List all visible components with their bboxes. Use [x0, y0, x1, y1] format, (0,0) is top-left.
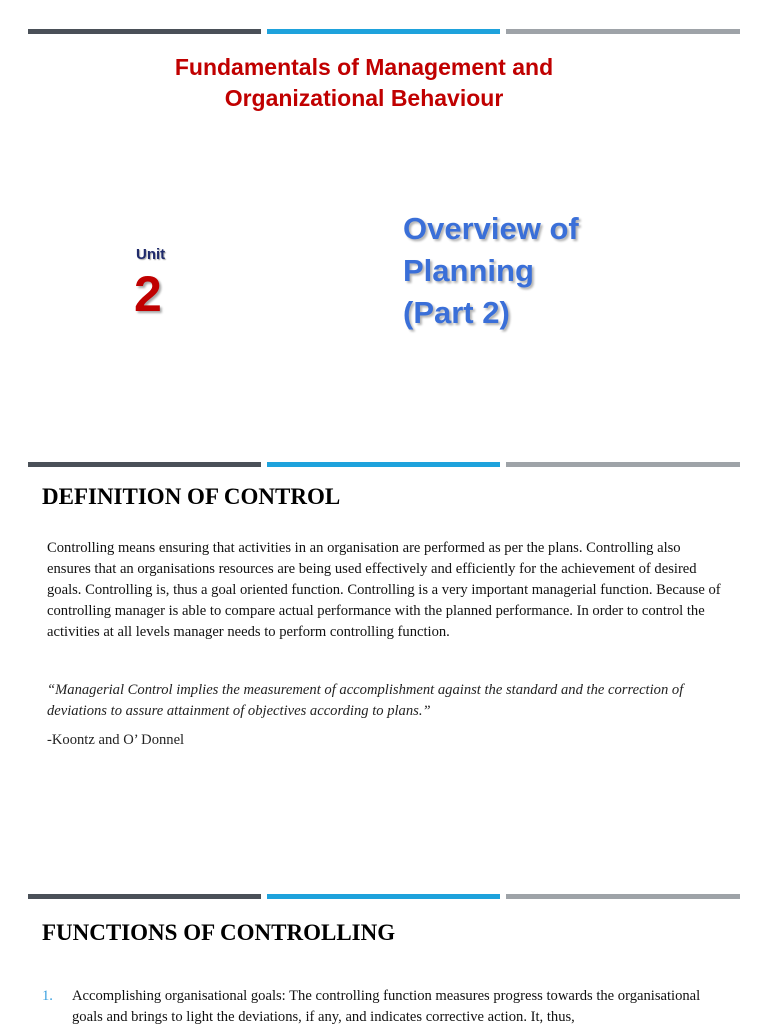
list-item — [42, 986, 732, 1028]
unit-title-line2: Planning — [403, 253, 534, 288]
definition-paragraph: Controlling means ensuring that activities in an organisation are performed as per the plans. Controlling also ensures that an organisations resources are being used effectively and efficiently for the achievement of desired goals. Controlling is, thus a goal oriented function. Controlling is a very important managerial function. Because of controlling manager is able to compare actual performance with the planned performance. In order to control the activities at all levels manager needs to perform controlling function. — [47, 540, 721, 640]
definition-quote: “Managerial Control implies the measurement of accomplishment against the standard and the correction of deviations to assure attainment of objectives according to plans.” — [47, 682, 684, 719]
accent-bar-dark — [28, 462, 261, 467]
accent-bar-gray — [506, 462, 740, 467]
course-title-line1: Fundamentals of Management and — [174, 54, 554, 80]
course-title — [0, 52, 728, 114]
title-slide — [0, 0, 768, 460]
section-accent-bars — [28, 894, 740, 899]
course-title-line2: Organizational Behaviour — [224, 85, 504, 111]
section-heading: FUNCTIONS OF CONTROLLING — [42, 920, 396, 945]
unit-title — [403, 208, 579, 334]
accent-bar-dark — [28, 894, 261, 899]
accent-bar-blue — [267, 29, 500, 34]
accent-bar-blue — [267, 894, 500, 899]
unit-title-line3: (Part 2) — [403, 295, 510, 330]
list-item-text: Accomplishing organisational goals: The controlling function measures progress towards the organisational goals and brings to light the deviations, if any, and indicates corrective action. It, thus, — [72, 988, 701, 1025]
accent-bar-dark — [28, 29, 261, 34]
section-accent-bars — [28, 462, 740, 467]
definition-slide — [0, 460, 768, 892]
quote-attribution: -Koontz and O’ Donnel — [47, 732, 185, 748]
accent-bar-blue — [267, 462, 500, 467]
section-heading: DEFINITION OF CONTROL — [42, 484, 341, 509]
accent-bar-gray — [506, 29, 740, 34]
functions-slide — [0, 892, 768, 1024]
unit-label: Unit — [136, 246, 166, 263]
list-item-number: 1. — [42, 988, 53, 1004]
accent-bar-gray — [506, 894, 740, 899]
unit-number: 2 — [134, 266, 162, 322]
unit-title-line1: Overview of — [403, 211, 579, 246]
functions-list — [42, 986, 732, 1028]
top-accent-bars — [28, 29, 740, 34]
